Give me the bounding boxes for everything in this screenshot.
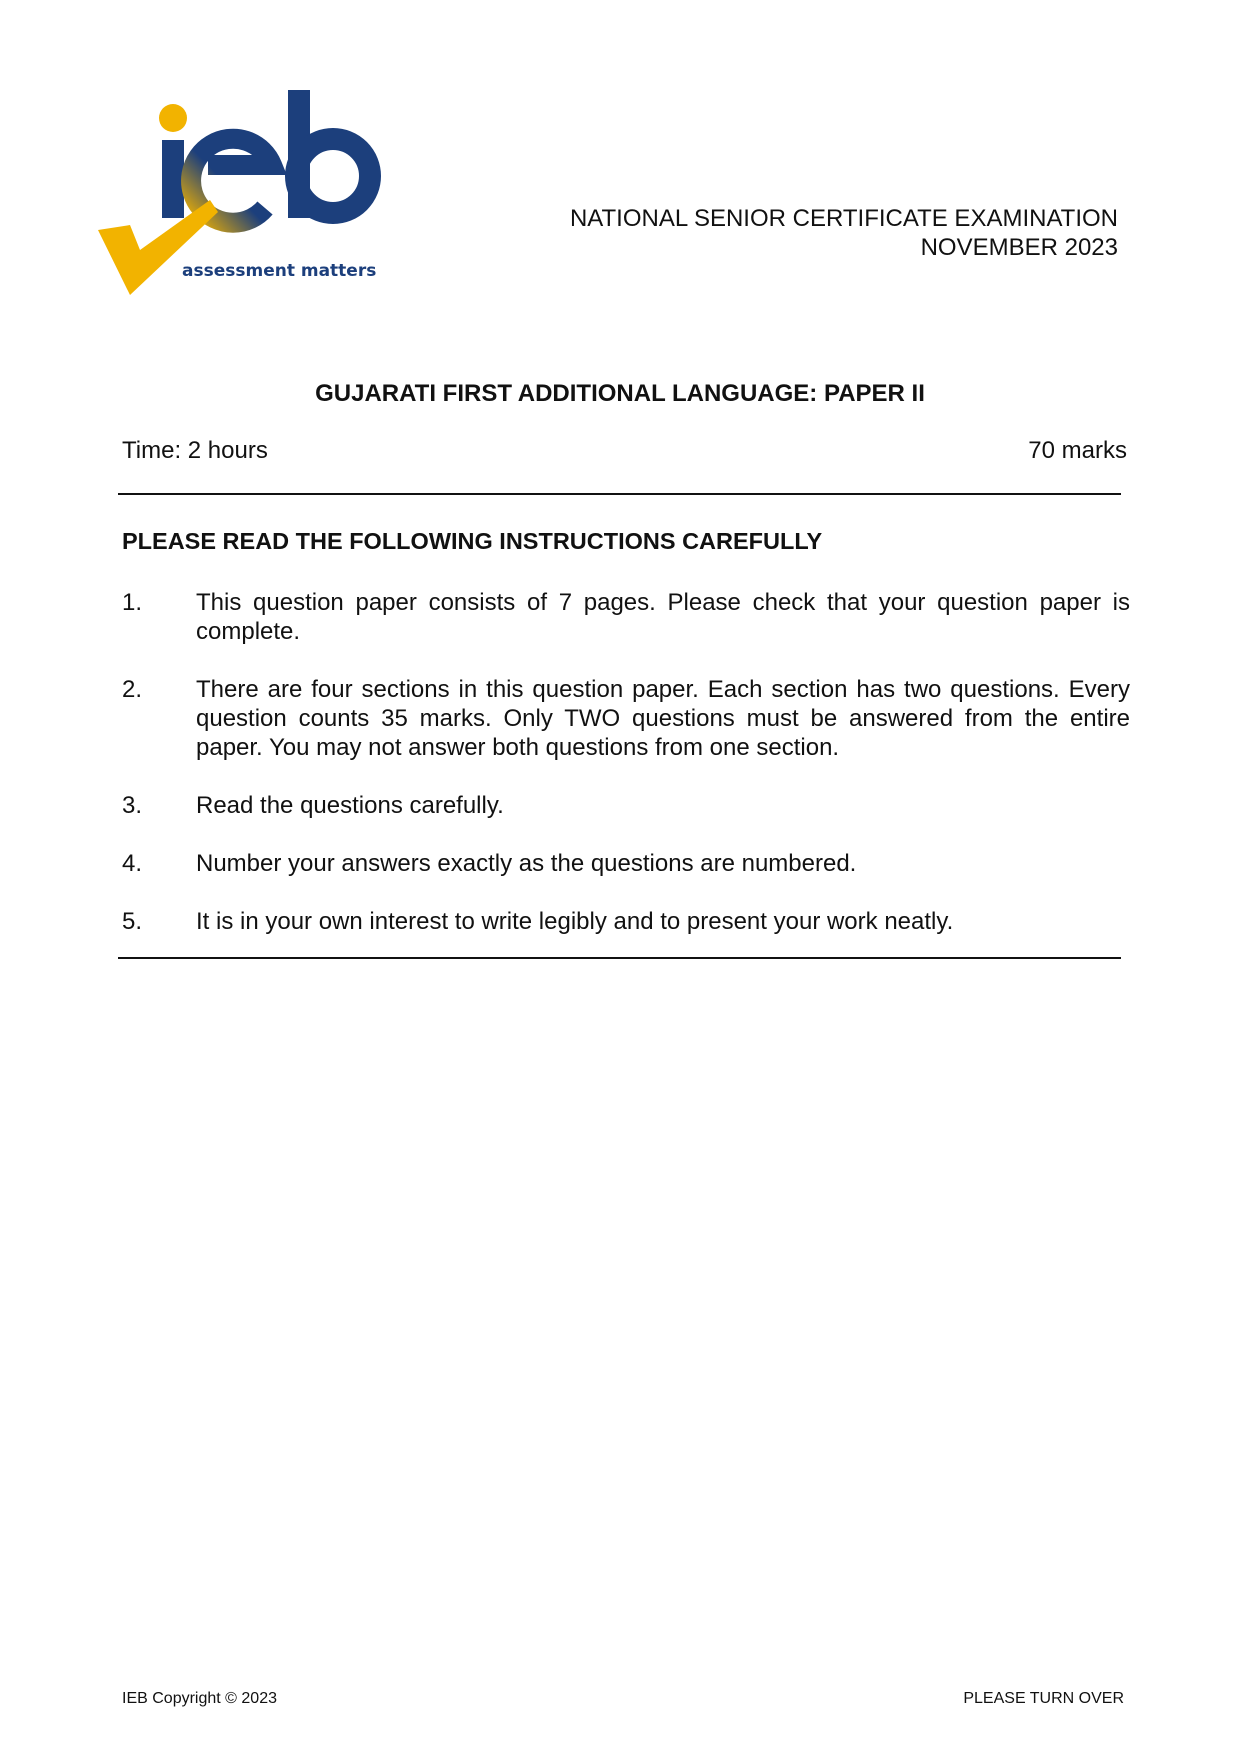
instruction-item (122, 791, 1130, 820)
instruction-number: 5. (122, 908, 143, 935)
footer-turn-over: PLEASE TURN OVER (963, 1690, 1124, 1707)
instructions-heading: PLEASE READ THE FOLLOWING INSTRUCTIONS CAREFULLY (122, 528, 823, 554)
ieb-logo (90, 90, 430, 330)
instruction-text: Number your answers exactly as the questions are numbered. (196, 850, 857, 877)
instruction-text: It is in your own interest to write legibly and to present your work neatly. (196, 908, 954, 935)
instruction-item (122, 849, 1130, 878)
instruction-item (122, 675, 1130, 762)
instruction-item (122, 588, 1130, 646)
instruction-text: Read the questions carefully. (196, 792, 504, 819)
logo-tagline: assessment matters (182, 261, 377, 281)
total-marks: 70 marks (1028, 437, 1127, 464)
bottom-divider (118, 957, 1121, 959)
instruction-text: This question paper consists of 7 pages. Please check that your question paper is complete. (196, 589, 1130, 645)
instruction-number: 3. (122, 792, 143, 819)
exam-name: NATIONAL SENIOR CERTIFICATE EXAMINATION (569, 205, 1118, 232)
footer-copyright: IEB Copyright © 2023 (122, 1690, 277, 1707)
exam-header (570, 204, 1118, 262)
instruction-text: There are four sections in this question paper. Each section has two questions. Every question counts 35 marks. Only TWO questions must be answered from the entire paper. You may not answer both questions from one section. (196, 676, 1130, 761)
paper-title: GUJARATI FIRST ADDITIONAL LANGUAGE: PAPER II (315, 380, 925, 407)
instruction-number: 1. (122, 589, 143, 616)
instructions-list (122, 588, 1130, 965)
top-divider (118, 493, 1121, 495)
instruction-item (122, 907, 1130, 936)
time-allowed: Time: 2 hours (122, 437, 268, 464)
instruction-number: 4. (122, 850, 143, 877)
instruction-number: 2. (122, 676, 143, 703)
exam-date: NOVEMBER 2023 (920, 234, 1118, 261)
